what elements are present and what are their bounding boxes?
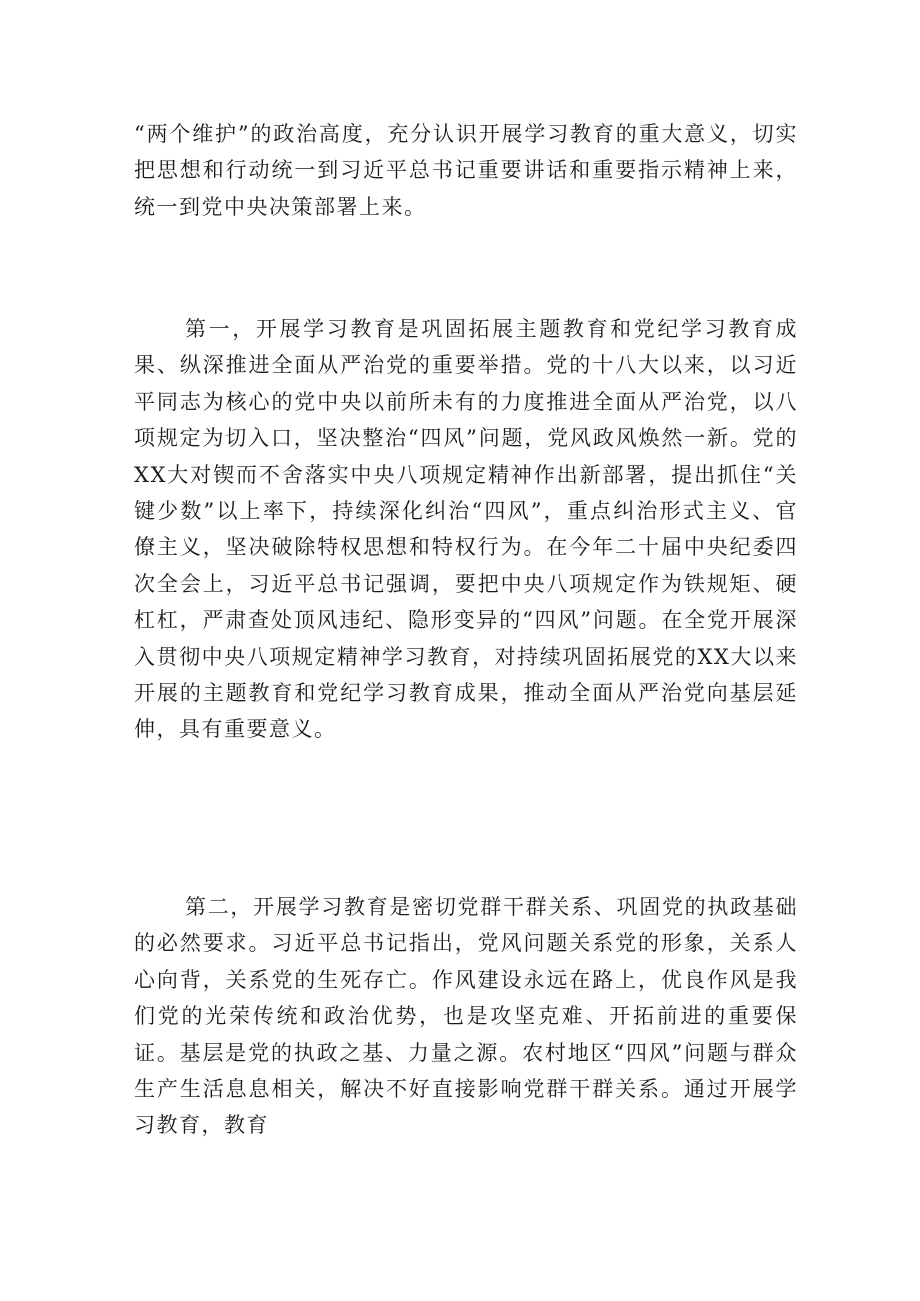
paragraph-second-point: 第二，开展学习教育是密切党群干群关系、巩固党的执政基础的必然要求。习近平总书记指出，党风问题关系党的形象，关系人心向背，关系党的生死存亡。作风建设永远在路上，优良作风是我们党的光荣传统和政治优势，也是攻坚克难、开拓前进的重要保证。基层是党的执政之基、力量之源。农村地区“四风”问题与群众生产生活息息相关，解决不好直接影响党群干群关系。通过开展学习教育，教育: [134, 895, 798, 1138]
paragraph-first-point: 第一，开展学习教育是巩固拓展主题教育和党纪学习教育成果、纵深推进全面从严治党的重要举措。党的十八大以来，以习近平同志为核心的党中央以前所未有的力度推进全面从严治党，以八项规定为切入口，坚决整治“四风”问题，党风政风焕然一新。党的XX大对锲而不舍落实中央八项规定精神作出新部署，提出抓住“关键少数”以上率下，持续深化纠治“四风”，重点纠治形式主义、官僚主义，坚决破除特权思想和特权行为。在今年二十届中央纪委四次全会上，习近平总书记强调，要把中央八项规定作为铁规矩、硬杠杠，严肃查处顶风违纪、隐形变异的“四风”问题。在全党开展深入贯彻中央八项规定精神学习教育，对持续巩固拓展党的XX大以来开展的主题教育和党纪学习教育成果，推动全面从严治党向基层延伸，具有重要意义。: [134, 317, 798, 742]
paragraph-continuation: “两个维护”的政治高度，充分认识开展学习教育的重大意义，切实把思想和行动统一到习近平总书记重要讲话和重要指示精神上来，统一到党中央决策部署上来。: [134, 122, 798, 219]
